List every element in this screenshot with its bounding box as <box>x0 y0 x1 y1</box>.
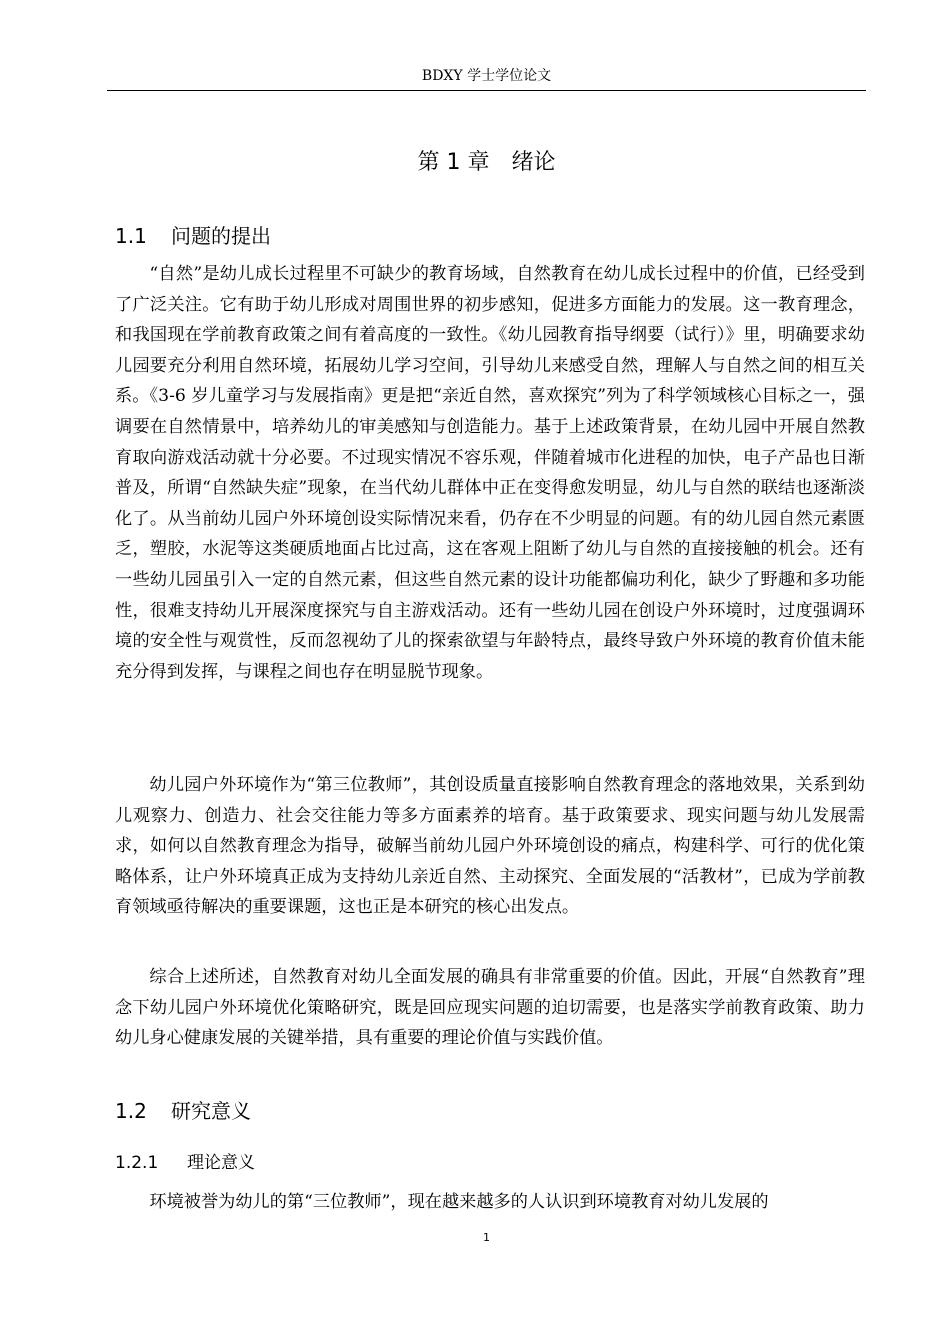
subsection-heading-1-2-1 <box>115 1150 255 1176</box>
body-paragraph: 环境被誉为幼儿的第“三位教师”，现在越来越多的人认识到环境教育对幼儿发展的 <box>149 1192 769 1212</box>
body-paragraph: “自然”是幼儿成长过程里不可缺少的教育场域，自然教育在幼儿成长过程中的价值，已经受到了广泛关注。它有助于幼儿形成对周围世界的初步感知，促进多方面能力的发展。这一教育理念，和我国现在学前教育政策之间有着高度的一致性。《幼儿园教育指导纲要（试行）》里，明确要求幼儿园要充分利用自然环境，拓展幼儿学习空间，引导幼儿来感受自然，理解人与自然之间的相互关系。《3-6 岁儿童学习与发展指南》更是把“亲近自然，喜欢探究”列为了科学领域核心目标之一，强调要在自然情景中，培养幼儿的审美感知与创造能力。基于上述政策背景，在幼儿园中开展自然教育取向游戏活动就十分必要。不过现实情况不容乐观，伴随着城市化进程的加快，电子产品也日渐普及，所谓“自然缺失症”现象，在当代幼儿群体中正在变得愈发明显，幼儿与自然的联结也逐渐淡化了。从当前幼儿园户外环境创设实际情况来看，仍存在不少明显的问题。有的幼儿园自然元素匮乏，塑胶，水泥等这类硬质地面占比过高，这在客观上阻断了幼儿与自然的直接接触的机会。还有一些幼儿园虽引入一定的自然元素，但这些自然元素的设计功能都偏功利化，缺少了野趣和多功能性，很难支持幼儿开展深度探究与自主游戏活动。还有一些幼儿园在创设户外环境时，过度强调环境的安全性与观赏性，反而忽视幼了儿的探索欲望与年龄特点，最终导致户外环境的教育价值未能充分得到发挥，与课程之间也存在明显脱节现象。 <box>115 264 865 682</box>
page-number: 1 <box>483 1231 490 1244</box>
subsection-title: 理论意义 <box>187 1153 255 1173</box>
header-rule <box>107 90 866 91</box>
chapter-number: 第 1 章 <box>417 150 490 175</box>
body-paragraph: 综合上述所述，自然教育对幼儿全面发展的确具有非常重要的价值。因此，开展“自然教育”理念下幼儿园户外环境优化策略研究，既是回应现实问题的迫切需要，也是落实学前教育政策、助力幼儿身心健康发展的关键举措，具有重要的理论价值与实践价值。 <box>115 967 865 1049</box>
running-header: BDXY 学士学位论文 <box>421 68 552 84</box>
chapter-title <box>107 146 866 180</box>
section-heading-1-1 <box>115 222 271 250</box>
subsection-number: 1.2.1 <box>115 1153 159 1173</box>
section-number: 1.2 <box>115 1099 147 1123</box>
body-paragraph: 幼儿园户外环境作为“第三位教师”，其创设质量直接影响自然教育理念的落地效果，关系到幼儿观察力、创造力、社会交往能力等多方面素养的培育。基于政策要求、现实问题与幼儿发展需求，如何以自然教育理念为指导，破解当前幼儿园户外环境创设的痛点，构建科学、可行的优化策略体系，让户外环境真正成为支持幼儿亲近自然、主动探究、全面发展的“活教材”，已成为学前教育领域亟待解决的重要课题，这也正是本研究的核心出发点。 <box>115 775 865 918</box>
section-title: 问题的提出 <box>171 224 271 248</box>
section-title: 研究意义 <box>171 1099 251 1123</box>
section-heading-1-2 <box>115 1097 251 1125</box>
chapter-name: 绪论 <box>511 150 556 175</box>
section-number: 1.1 <box>115 224 147 248</box>
